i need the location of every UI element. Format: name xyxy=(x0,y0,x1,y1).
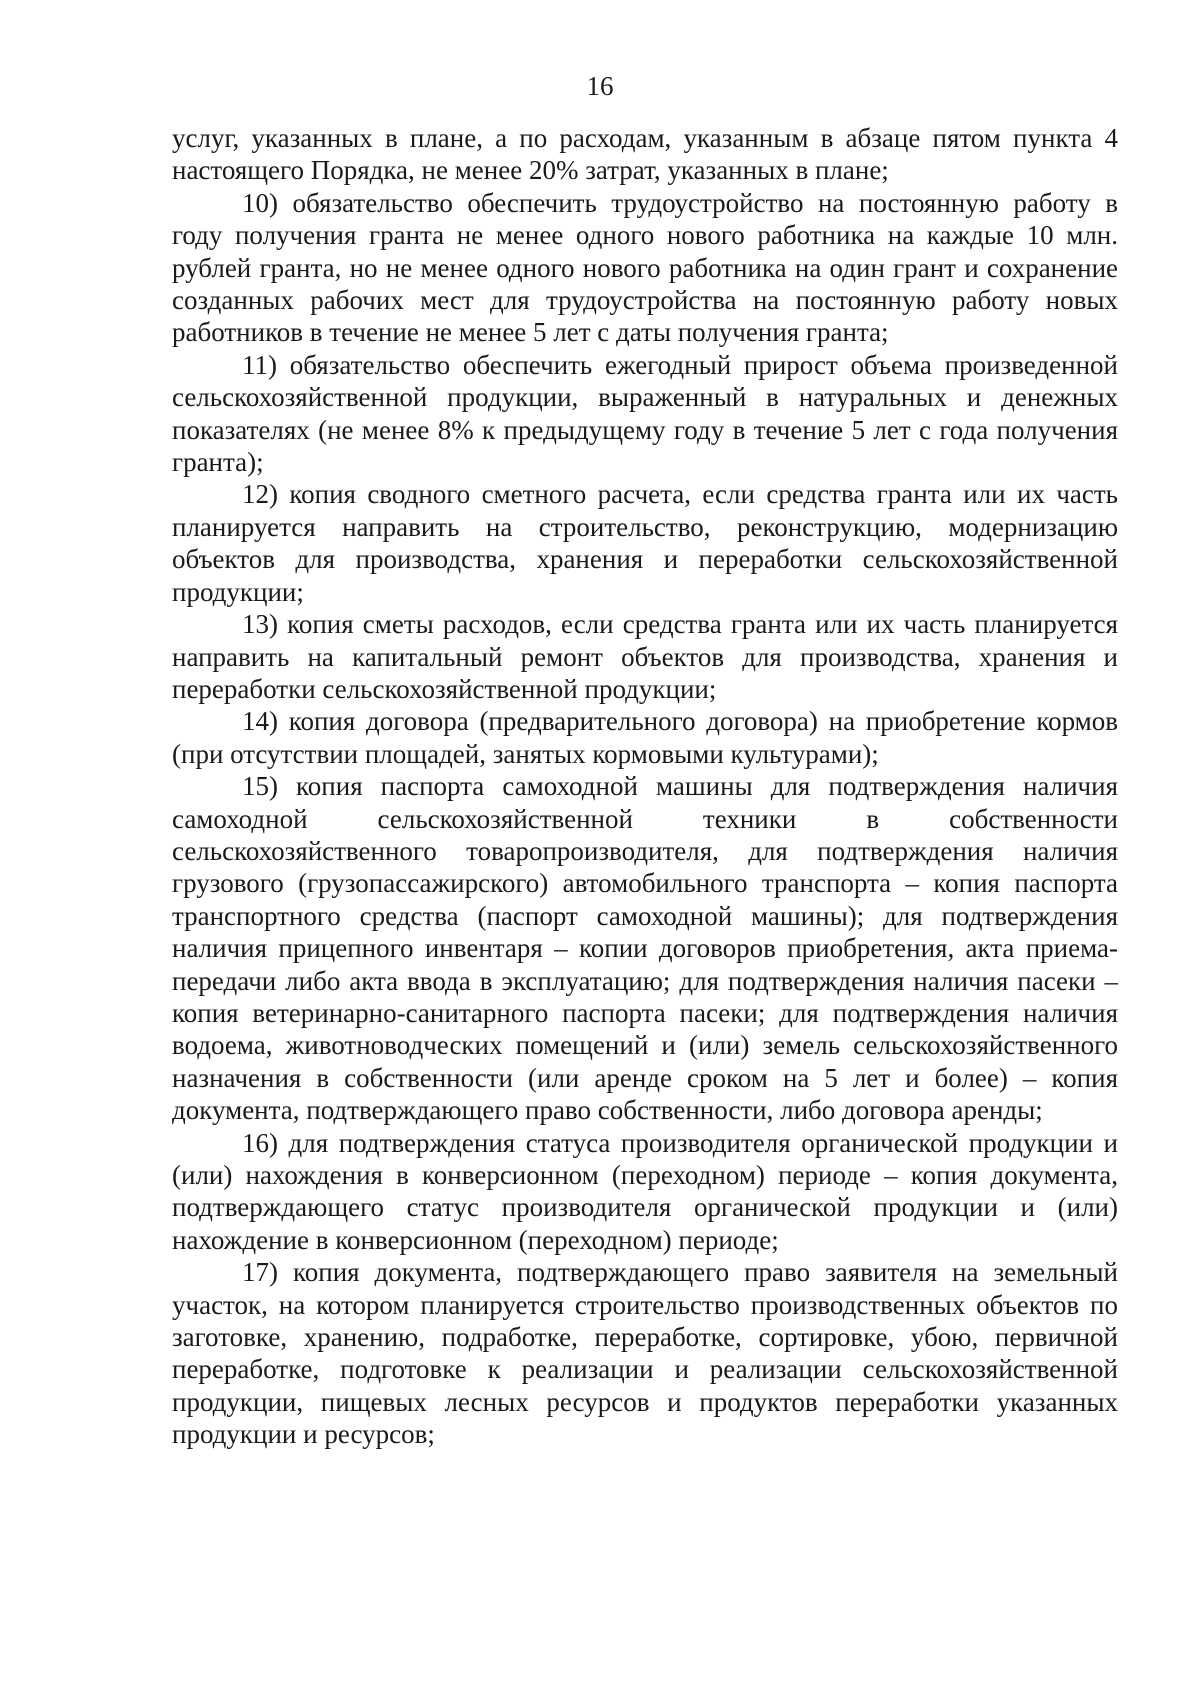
paragraph-item-14: 14) копия договора (предварительного договора) на приобретение кормов (при отсутствии площадей, занятых кормовыми культурами); xyxy=(172,706,1118,769)
paragraph-item-13: 13) копия сметы расходов, если средства гранта или их часть планируется направить на капитальный ремонт объектов для производства, хранения и переработки сельскохозяйственной продукции; xyxy=(172,609,1118,704)
paragraph-item-11: 11) обязательство обеспечить ежегодный прирост объема произведенной сельскохозяйственной продукции, выраженный в натуральных и денежных показателях (не менее 8% к предыдущему году в течение 5 лет с года получения гранта); xyxy=(172,349,1118,478)
paragraph-continuation: услуг, указанных в плане, а по расходам, указанным в абзаце пятом пункта 4 настоящего Порядка, не менее 20% затрат, указанных в плане; xyxy=(172,123,1118,186)
paragraph-item-10: 10) обязательство обеспечить трудоустройство на постоянную работу в году получения гранта не менее одного нового работника на каждые 10 млн. рублей гранта, но не менее одного нового работника на один грант и сохранение созданных рабочих мест для трудоустройства на постоянную работу новых работников в течение не менее 5 лет с даты получения гранта; xyxy=(172,187,1118,348)
document-body xyxy=(172,122,1118,1451)
paragraph-item-17: 17) копия документа, подтверждающего право заявителя на земельный участок, на котором планируется строительство производственных объектов по заготовке, хранению, подработке, переработке, сортировке, убою, первичной переработке, подготовке к реализации и реализации сельскохозяйственной продукции, пищевых лесных ресурсов и продуктов переработки указанных продукции и ресурсов; xyxy=(172,1257,1118,1450)
page-number: 16 xyxy=(586,71,614,101)
paragraph-item-12: 12) копия сводного сметного расчета, если средства гранта или их часть планируется направить на строительство, реконструкцию, модернизацию объектов для производства, хранения и переработки сельскохозяйственной продукции; xyxy=(172,479,1118,607)
paragraph-item-16: 16) для подтверждения статуса производителя органической продукции и (или) нахождения в конверсионном (переходном) периоде – копия документа, подтверждающего статус производителя органической продукции и (или) нахождение в конверсионном (переходном) периоде; xyxy=(172,1127,1118,1255)
paragraph-item-15: 15) копия паспорта самоходной машины для подтверждения наличия самоходной сельскохозяйственной техники в собственности сельскохозяйственного товаропроизводителя, для подтверждения наличия грузового (грузопассажирского) автомобильного транспорта – копия паспорта транспортного средства (паспорт самоходной машины); для подтверждения наличия прицепного инвентаря – копии договоров приобретения, акта приема-передачи либо акта ввода в эксплуатацию; для подтверждения наличия пасеки – копия ветеринарно-санитарного паспорта пасеки; для подтверждения наличия водоема, животноводческих помещений и (или) земель сельскохозяйственного назначения в собственности (или аренде сроком на 5 лет и более) – копия документа, подтверждающего право собственности, либо договора аренды; xyxy=(172,771,1118,1126)
